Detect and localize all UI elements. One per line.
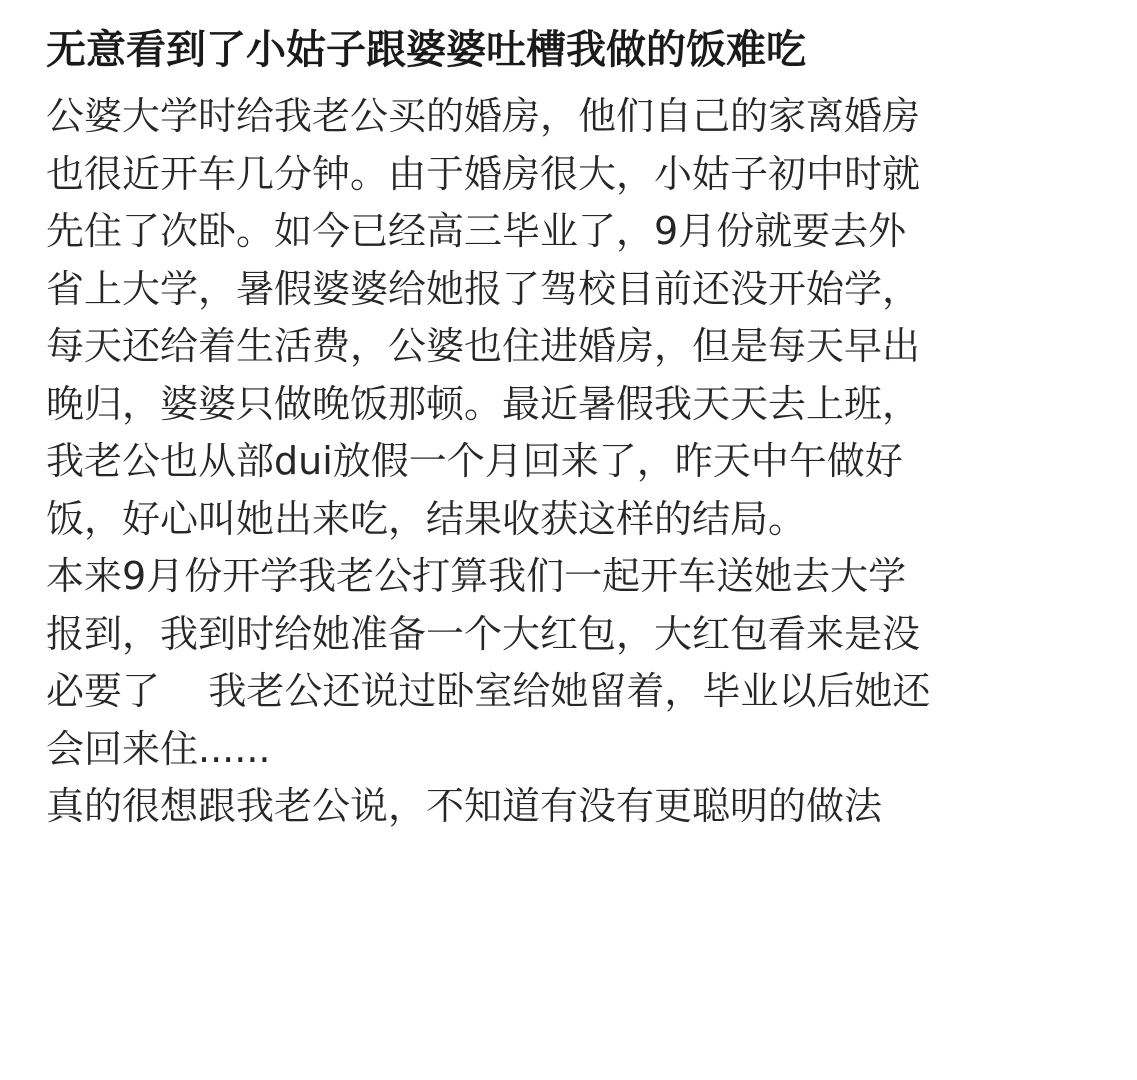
post-line: 公婆大学时给我老公买的婚房，他们自己的家离婚房: [46, 94, 921, 138]
post-line: 必要了 我老公还说过卧室给她留着，毕业以后她还: [46, 669, 931, 713]
post-line: 报到，我到时给她准备一个大红包，大红包看来是没: [46, 611, 921, 656]
post-line: 我老公也从部dui放假一个月回来了，昨天中午做好: [46, 439, 903, 483]
post: [46, 20, 1106, 836]
post-line: 先住了次卧。如今已经高三毕业了，9月份就要去外: [46, 209, 907, 253]
post-line: 真的很想跟我老公说，不知道有没有更聪明的做法: [46, 784, 883, 828]
post-line: 本来9月份开学我老公打算我们一起开车送她去大学: [46, 554, 907, 598]
post-line: 会回来住......: [46, 726, 271, 771]
post-body: [46, 88, 1106, 836]
post-line: 省上大学，暑假婆婆给她报了驾校目前还没开始学，: [46, 266, 921, 311]
post-title: 无意看到了小姑子跟婆婆吐槽我做的饭难吃: [46, 27, 806, 73]
post-line: 也很近开车几分钟。由于婚房很大，小姑子初中时就: [46, 151, 921, 196]
post-line: 每天还给着生活费，公婆也住进婚房，但是每天早出: [46, 324, 921, 368]
post-line: 晚归，婆婆只做晚饭那顿。最近暑假我天天去上班，: [46, 381, 921, 426]
post-line: 饭，好心叫她出来吃，结果收获这样的结局。: [46, 496, 807, 541]
